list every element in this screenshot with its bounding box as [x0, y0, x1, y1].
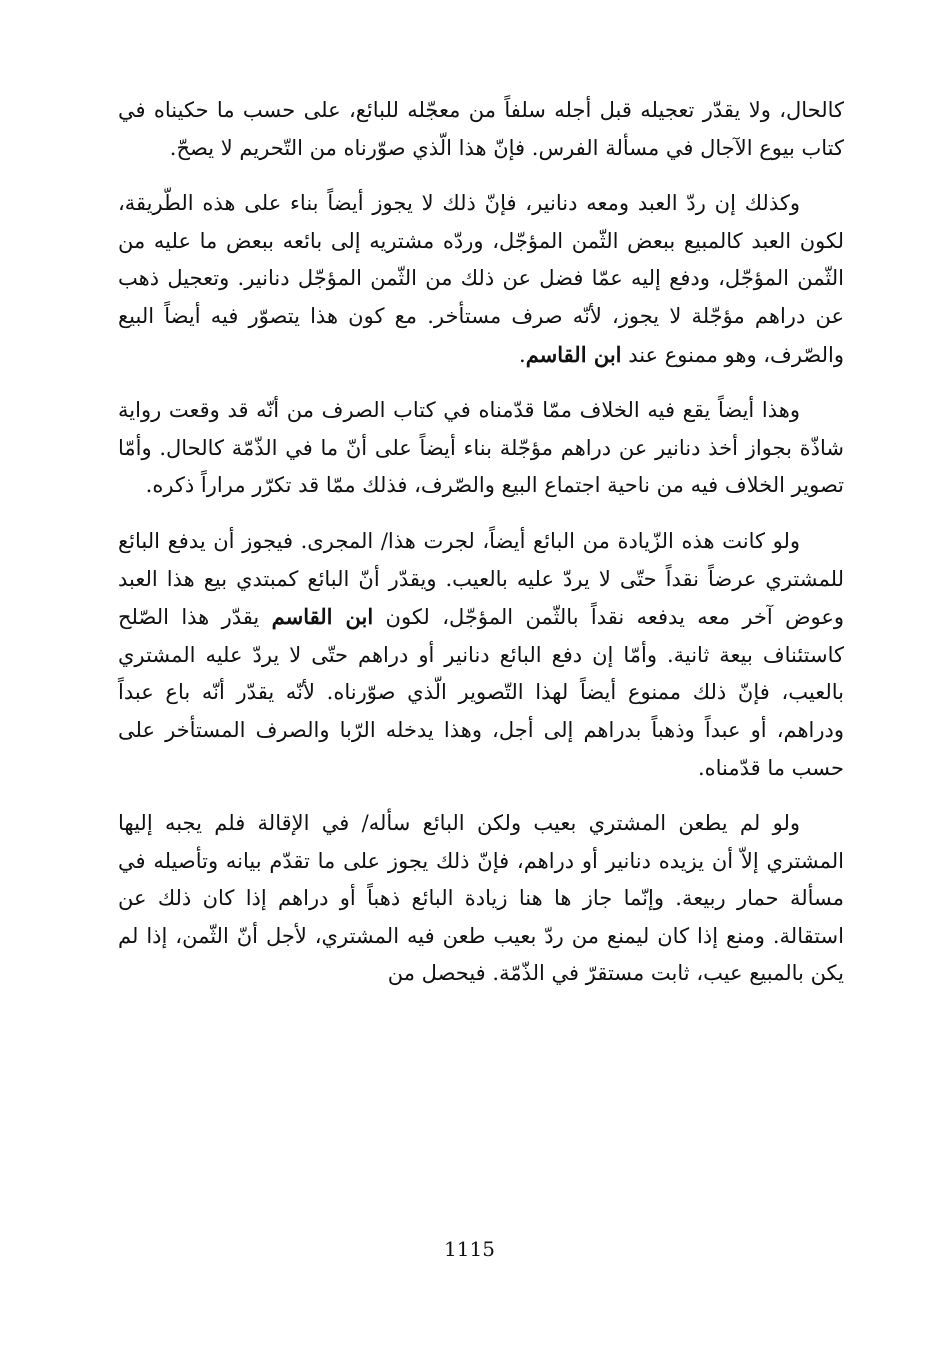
paragraph: [118, 805, 844, 993]
text-segment: كالحال، ولا يقدّر تعجيله قبل أجله سلفاً من معجّله للبائع، على حسب ما حكيناه في كتاب بيوع الآجال في مسألة الفرس. فإنّ هذا الّذي صوّرناه من التّحريم لا يصحّ.: [118, 98, 844, 160]
text-segment: ولو كانت هذه الزّيادة من البائع أيضاً، لجرت هذا/ المجرى. فيجوز أن يدفع البائع للمشتري عرضاً نقداً حتّى لا يردّ عليه بالعيب. ويقدّر أنّ البائع كمبتدي بيع هذا العبد وعوض آخر معه يدفعه نقداً بالثّمن المؤجّل، لكون: [118, 528, 845, 630]
text-segment: وهذا أيضاً يقع فيه الخلاف ممّا قدّمناه في كتاب الصرف من أنّه قد وقعت رواية شاذّة بجواز أخذ دنانير عن دراهم مؤجّلة بناء أيضاً على أنّ ما في الذّمّة كالحال. وأمّا تصوير الخلاف فيه من ناحية اجتماع البيع والصّرف، فذلك ممّا قد تكرّر مراراً ذكره.: [118, 398, 844, 498]
main-text: [118, 92, 844, 1011]
text-segment: ولو لم يطعن المشتري بعيب ولكن البائع سأله/ في الإقالة فلم يجبه إليها المشتري إلاّ أن يزيده دنانير أو دراهم، فإنّ ذلك يجوز على ما تقدّم بيانه وتأصيله في مسألة حمار ربيعة. وإنّما جاز ها هنا زيادة البائع ذهباً أو دراهم إذا كان ذلك عن استقالة. ومنع إذا كان ليمنع من ردّ بعيب طعن فيه المشتري، لأجل أنّ الثّمن، إذا لم يكن بالمبيع عيب، ثابت مستقرّ في الذّمّة. فيحصل من: [118, 811, 844, 986]
text-segment: .: [519, 342, 526, 367]
paragraph: [118, 523, 844, 787]
text-segment: وكذلك إن ردّ العبد ومعه دنانير، فإنّ ذلك لا يجوز أيضاً بناء على هذه الطّريقة، لكون العبد كالمبيع ببعض الثّمن المؤجّل، وردّه مشتريه إلى بائعه ببعض ما عليه من الثّمن المؤجّل، ودفع إليه عمّا فضل عن ذلك من الثّمن المؤجّل دنانير. وتعجيل ذهب عن دراهم مؤجّلة لا يجوز، لأنّه صرف مستأخر. مع كون هذا يتصوّر فيه أيضاً البيع والصّرف، وهو ممنوع عند: [118, 191, 844, 367]
author-name: ابن القاسم: [271, 604, 374, 630]
author-name: ابن القاسم: [525, 341, 622, 367]
paragraph: [118, 92, 844, 167]
paragraph: [118, 392, 844, 505]
text-segment: يقدّر هذا الصّلح كاستئناف بيعة ثانية. وأمّا إن دفع البائع دنانير أو دراهم حتّى لا يردّ عليه المشتري بالعيب، فإنّ ذلك ممنوع أيضاً لهذا التّصوير الّذي صوّرناه. لأنّه يقدّر أنّه باع عبداً ودراهم، أو عبداً وذهباً بدراهم إلى أجل، وهذا يدخله الرّبا والصرف المستأخر على حسب ما قدّمناه.: [118, 605, 844, 780]
paragraph: [118, 185, 844, 374]
page-number: 1115: [444, 1237, 495, 1261]
